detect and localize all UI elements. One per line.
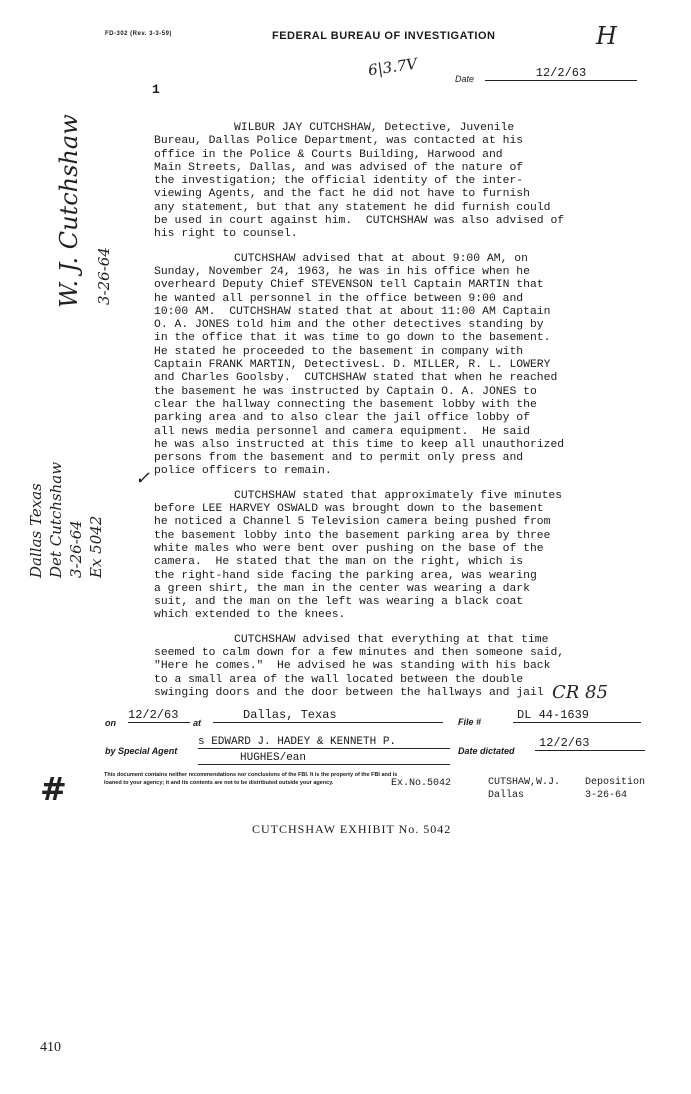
body-paragraph: WILBUR JAY CUTCHSHAW, Detective, Juvenile Bureau, Dallas Police Department, was contacted at his office in the Police & Courts Building, Harwood and Main Streets, Dallas, and was advised of the nature of the investigation; the official identity of the inter- viewing Agents, and the fact he did not have to furnish any statement, but that any statement he did furnish could be used in court against him. CUTCHSHAW was also advised of his right to counsel. bbox=[154, 122, 565, 241]
agency-header: FEDERAL BUREAU OF INVESTIGATION bbox=[272, 30, 496, 42]
deposition-label: Deposition bbox=[585, 777, 646, 788]
margin-annotation bbox=[26, 408, 106, 578]
at-value: Dallas, Texas bbox=[213, 708, 443, 723]
on-value: 12/2/63 bbox=[128, 708, 190, 723]
body-paragraph: CUTCHSHAW stated that approximately five minutes before LEE HARVEY OSWALD was brought down to the basement he noticed a Channel 5 Television camera being pushed from the basement lobby into the basement parking area by three white males who were bent over pushing on the base of the camera. He stated that the man on the right, which is the right-hand side facing the parking area, was wearing a green shirt, the man in the center was wearing a dark suit, and the man on the left was wearing a black coat which extended to the knees. bbox=[154, 489, 563, 622]
witness-name: CUTSHAW,W.J. bbox=[488, 777, 561, 788]
report-body bbox=[154, 122, 624, 711]
agent-names-line2: HUGHES/ean bbox=[198, 752, 450, 765]
date-value: 12/2/63 bbox=[485, 66, 637, 81]
body-paragraph: CUTCHSHAW advised that everything at that time seemed to calm down for a few minutes and then someone said, "Here he comes." He advised he was standing with his back to a small area of the wall located between the double swinging doors and the door between the hallways and jail bbox=[154, 633, 565, 699]
disclaimer-text: This document contains neither recommendations nor conclusions of the FBI. It is the property of the FBI and is loaned to your agency; it and its contents are not to be distributed outside your agency. bbox=[104, 772, 398, 786]
handwritten-number: 6|3.7V bbox=[366, 54, 419, 80]
annotation-line: Det Cutchshaw bbox=[47, 461, 65, 578]
agent-label: by Special Agent bbox=[105, 746, 178, 756]
annotation-line: Dallas Texas bbox=[27, 483, 45, 578]
page-indicator: 1 bbox=[152, 82, 160, 97]
handwritten-signature: W. J. Cutchshaw bbox=[55, 114, 83, 308]
page-number: 410 bbox=[40, 1040, 61, 1055]
corner-handwritten-mark: H bbox=[596, 22, 617, 50]
at-label: at bbox=[193, 718, 202, 728]
annotation-line: 3-26-64 bbox=[67, 520, 85, 578]
dictated-value: 12/2/63 bbox=[535, 736, 645, 751]
witness-city: Dallas bbox=[488, 790, 525, 801]
deposition-block bbox=[585, 776, 665, 802]
on-label: on bbox=[105, 718, 116, 728]
witness-block bbox=[488, 776, 568, 802]
form-number: FD-302 (Rev. 3-3-59) bbox=[105, 31, 172, 37]
signature-date: 3-26-64 bbox=[95, 247, 113, 305]
file-value: DL 44-1639 bbox=[513, 708, 641, 723]
exhibit-caption: CUTCHSHAW EXHIBIT No. 5042 bbox=[252, 822, 452, 836]
cr-number: CR 85 bbox=[552, 682, 608, 703]
deposition-date: 3-26-64 bbox=[585, 790, 628, 801]
checkmark-icon: ✓ bbox=[135, 468, 151, 489]
date-label: Date bbox=[455, 74, 475, 84]
annotation-line: Ex 5042 bbox=[87, 515, 105, 578]
body-paragraph: CUTCHSHAW advised that at about 9:00 AM, on Sunday, November 24, 1963, he was in his office when he overheard Deputy Chief STEVENSON tell Captain MARTIN that he wanted all personnel in the office between 9:00 and 10:00 AM. CUTCHSHAW stated that at about 11:00 AM Captain O. A. JONES told him and the other detectives standing by in the office that it was time to go down to the basement. He stated he proceeded to the basement in company with Captain FRANK MARTIN, DetectivesL. D. MILLER, R. L. LOWERY and Charles Goolsby. CUTCHSHAW stated that when he reached the basement he was instructed by Captain O. A. JONES to clear the hallway connecting the basement lobby with the parking area and to also clear the jail office lobby of all news media personnel and camera equipment. He said he was also instructed at this time to keep all unauthorized persons from the basement and to permit only press and police officers to remain. bbox=[154, 252, 565, 478]
double-x-mark: # bbox=[40, 770, 67, 808]
dictated-label: Date dictated bbox=[458, 746, 515, 756]
file-label: File # bbox=[458, 717, 482, 727]
exhibit-number: Ex.No.5042 bbox=[391, 778, 452, 789]
agent-names-line1: s EDWARD J. HADEY & KENNETH P. bbox=[198, 736, 450, 749]
